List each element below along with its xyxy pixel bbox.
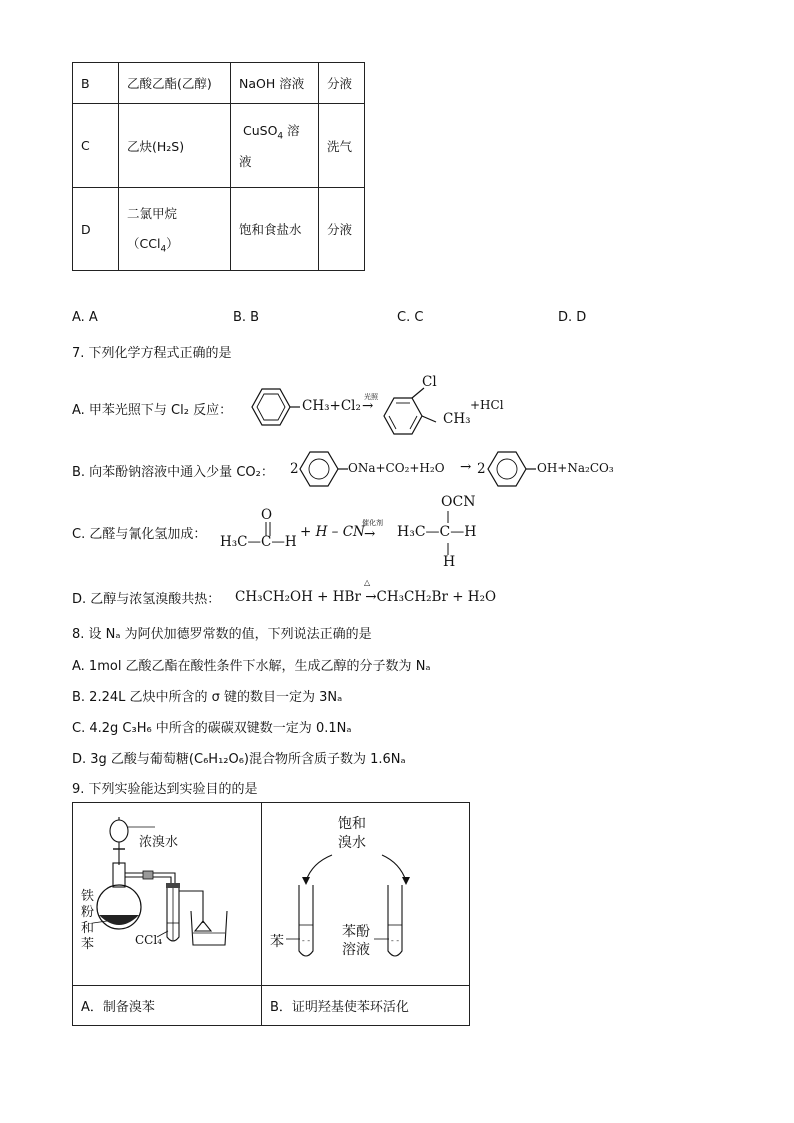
- q7-c-aldehyde: H₃C—C—H: [220, 534, 297, 550]
- bromobenzene-apparatus-icon: [73, 803, 261, 981]
- q6-option-a[interactable]: A. A: [72, 310, 98, 325]
- benzene-ring-icon: [240, 385, 300, 429]
- q7-option-d-label[interactable]: D. 乙醇与浓氢溴酸共热：: [72, 592, 221, 607]
- label-saturated: 饱和: [338, 816, 366, 832]
- q7-c-h: H: [443, 554, 456, 570]
- q7-c-condition: 催化剂: [362, 519, 383, 527]
- caption-b[interactable]: B．证明羟基使苯环活化: [262, 986, 470, 1026]
- q7-c-oxygen: O: [261, 507, 273, 523]
- q7-stem: 7. 下列化学方程式正确的是: [72, 346, 232, 361]
- q9-stem: 9. 下列实验能达到实验目的的是: [72, 782, 258, 797]
- label-iron-4: 苯: [81, 937, 95, 952]
- label-iron-3: 和: [81, 921, 95, 936]
- q6-option-b[interactable]: B. B: [233, 310, 260, 325]
- q7-d-condition: △: [364, 578, 371, 587]
- label-iron-1: 铁: [81, 889, 95, 904]
- q7-b-arrow: →: [460, 459, 472, 475]
- q7-a-condition: 光照: [364, 393, 378, 401]
- q7-a-reactants: CH₃+Cl₂: [302, 398, 361, 414]
- q7-option-b-label[interactable]: B. 向苯酚钠溶液中通入少量 CO₂：: [72, 465, 274, 480]
- reagent-cell: 饱和食盐水: [231, 188, 319, 271]
- q6-option-c[interactable]: C. C: [397, 310, 424, 325]
- method-cell: 分液: [319, 63, 365, 104]
- q9-table: [72, 802, 470, 1026]
- substance-cell: 乙炔(H₂S): [119, 104, 231, 188]
- phenol-ring-icon: [486, 449, 536, 489]
- label-bromine-water: 浓溴水: [139, 835, 179, 850]
- q7-option-a-label[interactable]: A. 甲苯光照下与 Cl₂ 反应：: [72, 403, 233, 418]
- q7-b-coef1: 2: [290, 461, 299, 477]
- label-iron-2: 粉: [81, 905, 95, 920]
- q8-option-c[interactable]: C. 4.2g C₃H₆ 中所含的碳碳双键数一定为 0.1Nₐ: [72, 721, 352, 736]
- svg-text:- -: - -: [390, 936, 400, 945]
- q8-stem: 8. 设 Nₐ 为阿伏加德罗常数的值，下列说法正确的是: [72, 627, 372, 642]
- caption-a[interactable]: A．制备溴苯: [73, 986, 262, 1026]
- q6-table: [72, 62, 365, 271]
- phenoxide-ring-icon: [298, 449, 348, 489]
- q7-b-products: OH+Na₂CO₃: [537, 461, 614, 475]
- substance-cell: 乙酸乙酯(乙醇): [119, 63, 231, 104]
- apparatus-b-cell: [262, 803, 470, 986]
- method-cell: 分液: [319, 188, 365, 271]
- q7-c-hcn: + H – CN: [300, 524, 365, 540]
- reagent-cell: CuSO$_4$ 溶 液: [231, 104, 319, 188]
- label-phenol: 苯酚: [342, 924, 370, 940]
- q7-c-product: H₃C—C—H: [397, 524, 477, 540]
- apparatus-a-cell: [73, 803, 262, 986]
- arrow-icon: →: [364, 526, 376, 542]
- q8-option-b[interactable]: B. 2.24L 乙炔中所含的 σ 键的数目一定为 3Nₐ: [72, 690, 343, 705]
- q7-d-equation: CH₃CH₂OH + HBr →CH₃CH₂Br + H₂O: [235, 589, 497, 605]
- chlorotoluene-ring-icon: [380, 384, 450, 440]
- q7-a-ch3: CH₃: [443, 411, 471, 427]
- label-solution: 溶液: [342, 942, 370, 958]
- q7-b-coef2: 2: [477, 461, 486, 477]
- row-label: C: [73, 104, 119, 188]
- arrow-icon: →: [362, 398, 374, 414]
- q8-option-a[interactable]: A. 1mol 乙酸乙酯在酸性条件下水解，生成乙醇的分子数为 Nₐ: [72, 659, 431, 674]
- substance-cell: 二氯甲烷 （CCl$_4$）: [119, 188, 231, 271]
- q8-option-d[interactable]: D. 3g 乙酸与葡萄糖(C₆H₁₂O₆)混合物所含质子数为 1.6Nₐ: [72, 752, 406, 767]
- svg-text:- -: - -: [301, 936, 311, 945]
- method-cell: 洗气: [319, 104, 365, 188]
- label-benzene: 苯: [270, 934, 284, 950]
- q7-a-product: +HCl: [470, 398, 504, 412]
- q7-a-cl: Cl: [422, 374, 437, 390]
- row-label: B: [73, 63, 119, 104]
- q7-b-reactants: ONa+CO₂+H₂O: [348, 461, 445, 475]
- q7-option-c-label[interactable]: C. 乙醛与氰化氢加成：: [72, 527, 207, 542]
- reagent-cell: NaOH 溶液: [231, 63, 319, 104]
- label-bromine-water: 溴水: [338, 835, 366, 851]
- q6-option-d[interactable]: D. D: [558, 310, 587, 325]
- label-ccl4: CCl₄: [135, 933, 163, 947]
- row-label: D: [73, 188, 119, 271]
- q7-c-ocn: OCN: [441, 494, 476, 510]
